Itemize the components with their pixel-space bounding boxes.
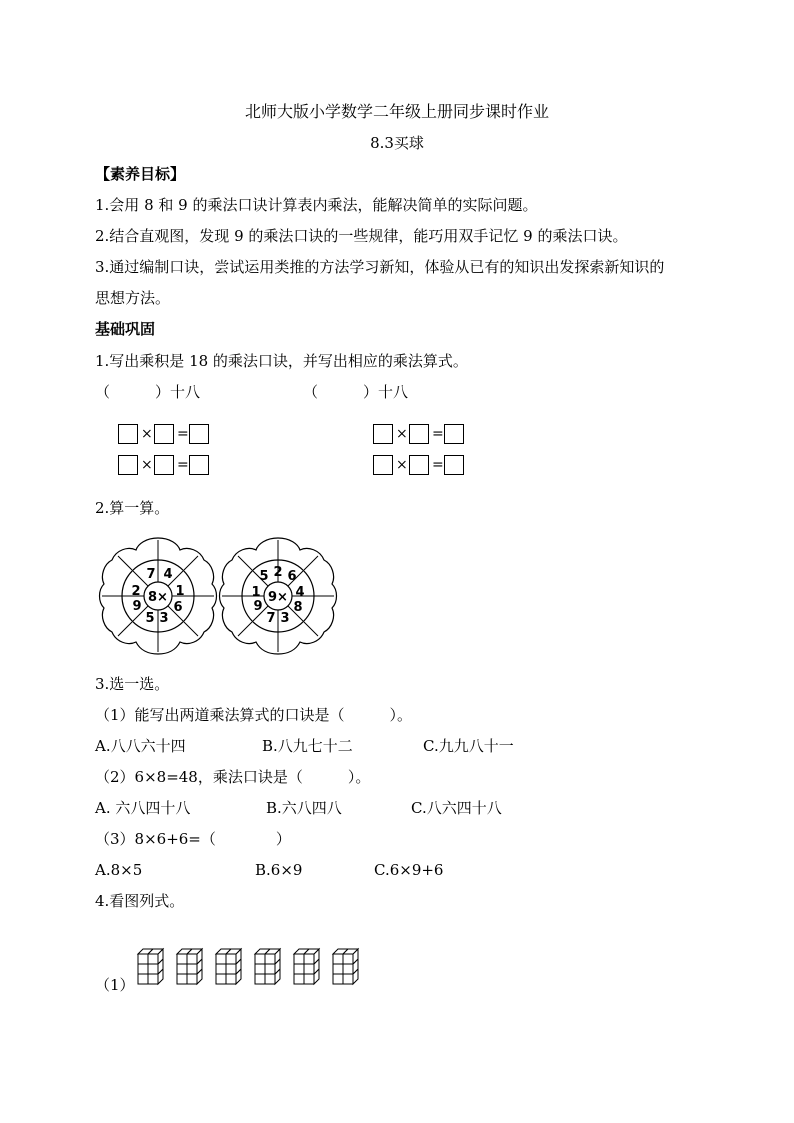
times-sign: × — [396, 457, 408, 473]
section-heading: 基础巩固 — [95, 320, 156, 338]
lesson-subtitle: 8.3买球 — [370, 134, 424, 152]
flower-number: 6 — [173, 600, 183, 615]
question-3: 3.选一选。 — [95, 675, 170, 693]
choice-a[interactable]: A. 六八四十八 — [95, 799, 191, 817]
answer-box[interactable] — [373, 424, 393, 444]
question-1: 1.写出乘积是 18 的乘法口诀，并写出相应的乘法算式。 — [95, 352, 468, 370]
equals-sign: = — [177, 457, 189, 473]
flower-number: 9 — [132, 599, 142, 614]
choice-a[interactable]: A.八八六十四 — [95, 737, 186, 755]
choice-c[interactable]: C.6×9+6 — [374, 861, 444, 879]
answer-box[interactable] — [444, 424, 464, 444]
question-4: 4.看图列式。 — [95, 892, 185, 910]
answer-box[interactable] — [409, 424, 429, 444]
sub-question-1: （1）能写出两道乘法算式的口诀是（ ）。 — [95, 706, 413, 724]
answer-box[interactable] — [409, 455, 429, 475]
goals-heading: 【素养目标】 — [95, 165, 186, 183]
choice-b[interactable]: B.6×9 — [255, 861, 303, 879]
sub-question-3: （3）8×6+6=（ ） — [95, 830, 291, 848]
answer-box[interactable] — [118, 455, 138, 475]
cube-stack — [177, 949, 202, 984]
answer-box[interactable] — [189, 455, 209, 475]
goal-item-3: 3.通过编制口诀，尝试运用类推的方法学习新知，体验从已有的知识出发探索新知识的 — [95, 258, 665, 276]
cube-stack — [138, 949, 163, 984]
flower-number: 7 — [266, 611, 276, 626]
times-sign: × — [141, 457, 153, 473]
equals-sign: = — [432, 426, 444, 442]
multiplication-flower-1 — [98, 536, 218, 656]
cube-stack — [294, 949, 319, 984]
cube-stack — [333, 949, 358, 984]
answer-box[interactable] — [373, 455, 393, 475]
goal-item-2: 2.结合直观图，发现 9 的乘法口诀的一些规律，能巧用双手记忆 9 的乘法口诀。 — [95, 227, 628, 245]
flower-number: 1 — [175, 584, 185, 599]
choice-b[interactable]: B.八九七十二 — [262, 737, 353, 755]
flower-number: 5 — [259, 569, 269, 584]
multiplication-flower-2 — [218, 536, 338, 656]
times-sign: × — [141, 426, 153, 442]
flower-number: 2 — [131, 584, 141, 599]
cube-stack — [216, 949, 241, 984]
sub-question-label: （1） — [95, 976, 135, 994]
question-2: 2.算一算。 — [95, 499, 170, 517]
answer-box[interactable] — [444, 455, 464, 475]
flower-center-label: 9× — [268, 590, 288, 605]
flower-number: 8 — [293, 600, 303, 615]
page-title: 北师大版小学数学二年级上册同步课时作业 — [244, 102, 549, 121]
flower-number: 4 — [163, 567, 173, 582]
flower-number: 2 — [273, 565, 283, 580]
flower-number: 3 — [280, 611, 290, 626]
flower-number: 3 — [159, 611, 169, 626]
choice-c[interactable]: C.九九八十一 — [423, 737, 514, 755]
rhyme-blank-right: （ ）十八 — [303, 383, 409, 401]
answer-box[interactable] — [154, 455, 174, 475]
flower-number: 5 — [145, 611, 155, 626]
flower-number: 9 — [253, 599, 263, 614]
choice-b[interactable]: B.六八四八 — [266, 799, 342, 817]
equals-sign: = — [432, 457, 444, 473]
choice-c[interactable]: C.八六四十八 — [411, 799, 502, 817]
cube-stack — [255, 949, 280, 984]
sub-question-2: （2）6×8=48，乘法口诀是（ ）。 — [95, 768, 371, 786]
choice-a[interactable]: A.8×5 — [95, 861, 143, 879]
rhyme-blank-left: （ ）十八 — [95, 383, 201, 401]
flower-number: 6 — [287, 569, 297, 584]
flower-center-label: 8× — [148, 590, 168, 605]
times-sign: × — [396, 426, 408, 442]
answer-box[interactable] — [118, 424, 138, 444]
flower-number: 7 — [146, 567, 156, 582]
flower-number: 4 — [295, 585, 305, 600]
goal-item-1: 1.会用 8 和 9 的乘法口诀计算表内乘法，能解决简单的实际问题。 — [95, 196, 538, 214]
answer-box[interactable] — [189, 424, 209, 444]
goal-item-3-cont: 思想方法。 — [95, 289, 171, 307]
cube-stacks-figure — [134, 922, 374, 992]
equals-sign: = — [177, 426, 189, 442]
answer-box[interactable] — [154, 424, 174, 444]
flower-number: 1 — [251, 585, 261, 600]
